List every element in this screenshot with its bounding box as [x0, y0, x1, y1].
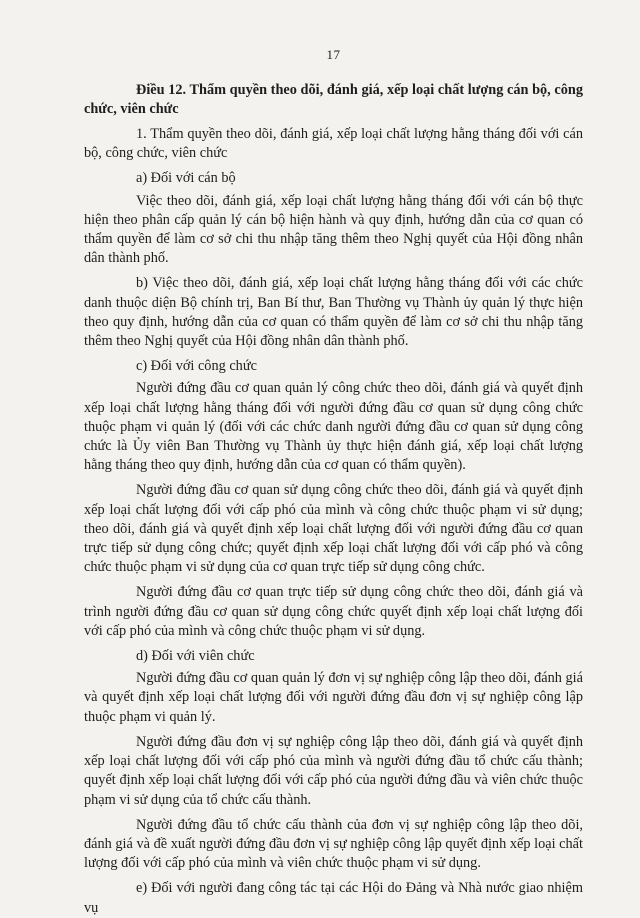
heading-c-civil-servants: c) Đối với công chức	[136, 358, 257, 375]
page-number: 17	[326, 47, 341, 62]
heading-d-public-employees: d) Đối với viên chức	[136, 648, 255, 665]
heading-a-officials: a) Đối với cán bộ	[136, 170, 236, 187]
paragraph-d-component-head: Người đứng đầu tổ chức cấu thành của đơn vị sự nghiệp công lập theo dõi, đánh giá và đề xuất người đứng đầu đơn vị sự nghiệp công lập quyết định xếp loại chất lượng đối với cấp phó của mình và viên chức thuộc phạm vi sử dụng.	[84, 816, 583, 872]
paragraph-e-associations: e) Đối với người đang công tác tại các Hội do Đảng và Nhà nước giao nhiệm vụ	[84, 880, 583, 916]
paragraph-c-direct-agency: Người đứng đầu cơ quan trực tiếp sử dụng công chức theo dõi, đánh giá và trình người đứng đầu cơ quan sử dụng công chức quyết định xếp loại chất lượng đối với cấp phó của mình và công chức thuộc phạm vi sử dụng.	[84, 584, 583, 639]
paragraph-a-officials: Việc theo dõi, đánh giá, xếp loại chất lượng hằng tháng đối với cán bộ thực hiện theo phân cấp quản lý cán bộ hiện hành và quy định, hướng dẫn của cơ quan có thẩm quyền để làm cơ sở chi thu nhập tăng thêm theo Nghị quyết của Hội đồng nhân dân thành phố.	[84, 192, 583, 267]
paragraph-authority-intro: 1. Thẩm quyền theo dõi, đánh giá, xếp loại chất lượng hằng tháng đối với cán bộ, công chức, viên chức	[84, 126, 583, 162]
paragraph-d-unit-head: Người đứng đầu đơn vị sự nghiệp công lập theo dõi, đánh giá và quyết định xếp loại chất lượng đối với cấp phó của mình và người đứng đầu tổ chức cấu thành; quyết định xếp loại chất lượng đối với cấp phó của người đứng đầu và viên chức thuộc phạm vi sử dụng của tổ chức cấu thành.	[84, 733, 583, 808]
article-title: Điều 12. Thẩm quyền theo dõi, đánh giá, xếp loại chất lượng cán bộ, công chức, viên chức	[84, 82, 583, 117]
paragraph-c-managing-agency: Người đứng đầu cơ quan quản lý công chức theo dõi, đánh giá và quyết định xếp loại chất lượng hằng tháng đối với người đứng đầu cơ quan sử dụng công chức thuộc phạm vi quản lý (đối với các chức danh người đứng đầu cơ quan sử dụng công chức là Ủy viên Ban Thường vụ Thành ủy thực hiện đánh giá, xếp loại chất lượng hằng tháng theo quy định, hướng dẫn của cơ quan có thẩm quyền).	[84, 380, 583, 474]
paragraph-b-titles: b) Việc theo dõi, đánh giá, xếp loại chất lượng hằng tháng đối với các chức danh thuộc diện Bộ chính trị, Ban Bí thư, Ban Thường vụ Thành ủy quản lý thực hiện theo quy định, hướng dẫn của cơ quan có thẩm quyền để làm cơ sở chi thu nhập tăng thêm theo Nghị quyết của Hội đồng nhân dân thành phố.	[84, 275, 583, 350]
paragraph-d-managing-agency: Người đứng đầu cơ quan quản lý đơn vị sự nghiệp công lập theo dõi, đánh giá và quyết định xếp loại chất lượng đối với người đứng đầu đơn vị sự nghiệp công lập thuộc phạm vi quản lý.	[84, 670, 583, 725]
paragraph-c-using-agency: Người đứng đầu cơ quan sử dụng công chức theo dõi, đánh giá và quyết định xếp loại chất lượng đối với cấp phó của mình và công chức thuộc phạm vi sử dụng; theo dõi, đánh giá và quyết định xếp loại chất lượng đối với người đứng đầu cơ quan trực tiếp sử dụng công chức; quyết định xếp loại chất lượng đối với cấp phó và công chức thuộc phạm vi sử dụng của cơ quan trực tiếp sử dụng công chức.	[84, 482, 583, 576]
